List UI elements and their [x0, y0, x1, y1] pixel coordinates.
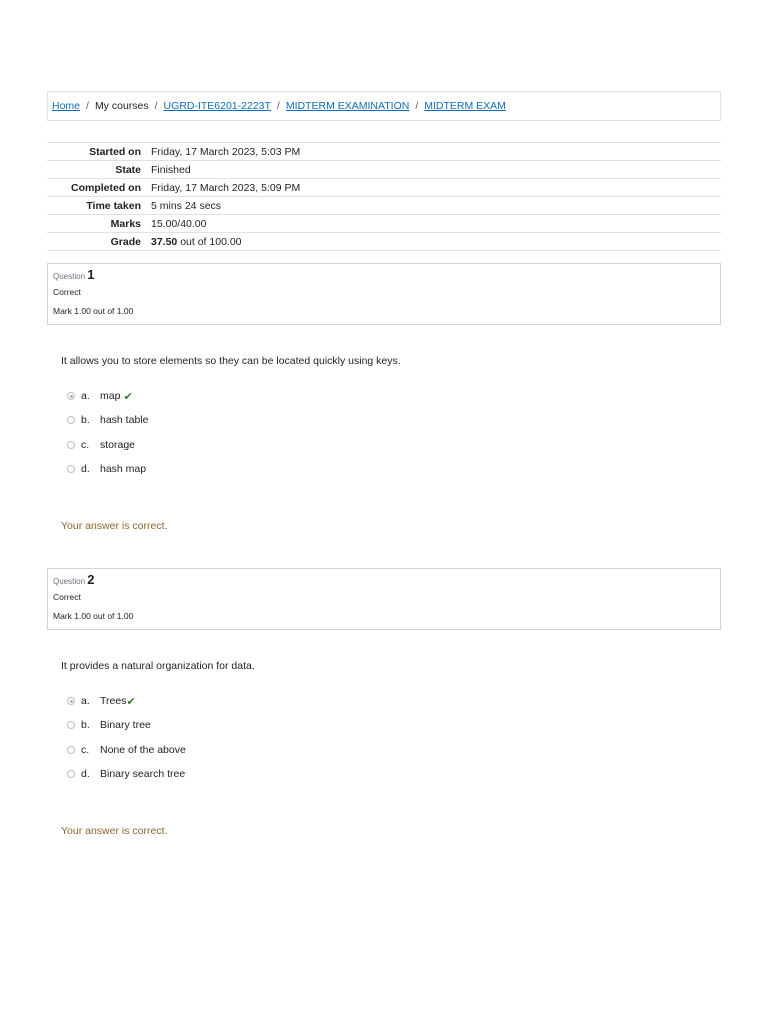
summary-row-state — [47, 161, 721, 179]
radio-button[interactable] — [67, 441, 75, 449]
attempt-summary-table — [47, 142, 721, 251]
answer-letter: c. — [81, 743, 90, 756]
radio-button[interactable] — [67, 416, 75, 424]
question-grade: Mark 1.00 out of 1.00 — [53, 306, 134, 316]
answer-text: Binary tree — [100, 719, 151, 732]
summary-row-marks — [47, 215, 721, 233]
answer-list — [67, 689, 186, 786]
radio-button[interactable] — [67, 392, 75, 400]
question-number-value: 2 — [87, 572, 95, 587]
summary-value: 15.00/40.00 — [151, 217, 207, 230]
summary-row-time — [47, 197, 721, 215]
summary-label: Marks — [110, 217, 141, 230]
question-text: It provides a natural organization for data. — [61, 660, 255, 672]
radio-button[interactable] — [67, 697, 75, 705]
answer-letter: a. — [81, 695, 90, 708]
answer-option[interactable] — [67, 433, 148, 457]
summary-row-started — [47, 143, 721, 161]
question-text: It allows you to store elements so they can be located quickly using keys. — [61, 355, 401, 367]
answer-text: storage — [100, 438, 136, 451]
answer-option[interactable] — [67, 713, 186, 737]
answer-text: hash map — [100, 463, 147, 476]
summary-value: Friday, 17 March 2023, 5:09 PM — [151, 181, 301, 194]
question-state: Correct — [53, 592, 81, 602]
summary-label: Started on — [89, 145, 141, 158]
question-label: Question — [53, 577, 86, 586]
breadcrumb-my-courses: My courses — [94, 100, 149, 112]
answer-letter: d. — [81, 463, 90, 476]
answer-letter: d. — [81, 768, 90, 781]
summary-row-completed — [47, 179, 721, 197]
breadcrumb-section-link[interactable]: MIDTERM EXAMINATION — [285, 100, 410, 112]
answer-option[interactable] — [67, 408, 148, 432]
answer-letter: c. — [81, 438, 90, 451]
answer-feedback: Your answer is correct. — [61, 825, 168, 837]
summary-value: 5 mins 24 secs — [151, 199, 222, 212]
answer-text: hash table — [100, 414, 149, 427]
summary-label: Completed on — [71, 181, 141, 194]
grade-out-of: out of 100.00 — [177, 235, 242, 248]
answer-option[interactable] — [67, 762, 186, 786]
radio-button[interactable] — [67, 746, 75, 754]
question-info-1 — [47, 263, 721, 325]
question-label: Question — [53, 272, 86, 281]
breadcrumb-quiz-link[interactable]: MIDTERM EXAM — [424, 100, 506, 112]
check-icon: ✔ — [126, 695, 136, 708]
radio-button[interactable] — [67, 721, 75, 729]
answer-text: Trees — [100, 695, 127, 708]
breadcrumb-home-link[interactable]: Home — [52, 100, 81, 112]
answer-text: map — [100, 390, 121, 403]
summary-label: Time taken — [86, 199, 141, 212]
question-info-2 — [47, 568, 721, 630]
radio-button[interactable] — [67, 770, 75, 778]
answer-text: Binary search tree — [100, 768, 186, 781]
summary-value — [146, 233, 721, 251]
answer-option[interactable] — [67, 384, 148, 408]
answer-letter: b. — [81, 719, 90, 732]
radio-button[interactable] — [67, 465, 75, 473]
breadcrumb-separator: / — [415, 100, 419, 112]
answer-letter: b. — [81, 414, 90, 427]
answer-option[interactable] — [67, 457, 148, 481]
question-state: Correct — [53, 287, 81, 297]
summary-label: Grade — [110, 235, 141, 248]
answer-text: None of the above — [100, 743, 186, 756]
breadcrumb-separator: / — [276, 100, 280, 112]
check-icon: ✔ — [123, 390, 133, 403]
answer-feedback: Your answer is correct. — [61, 520, 168, 532]
summary-value: Friday, 17 March 2023, 5:03 PM — [151, 145, 301, 158]
summary-value: Finished — [151, 163, 191, 176]
summary-label: State — [115, 163, 141, 176]
breadcrumb-course-link[interactable]: UGRD-ITE6201-2223T — [163, 100, 271, 112]
grade-score: 37.50 — [151, 235, 178, 248]
question-number-value: 1 — [87, 267, 95, 282]
answer-list — [67, 384, 148, 481]
answer-option[interactable] — [67, 689, 186, 713]
answer-letter: a. — [81, 390, 90, 403]
summary-row-grade — [47, 233, 721, 251]
breadcrumb — [47, 91, 721, 121]
question-grade: Mark 1.00 out of 1.00 — [53, 611, 134, 621]
question-number — [53, 267, 715, 282]
answer-option[interactable] — [67, 738, 186, 762]
question-number — [53, 572, 715, 587]
breadcrumb-separator: / — [86, 100, 89, 112]
breadcrumb-separator: / — [154, 100, 158, 112]
